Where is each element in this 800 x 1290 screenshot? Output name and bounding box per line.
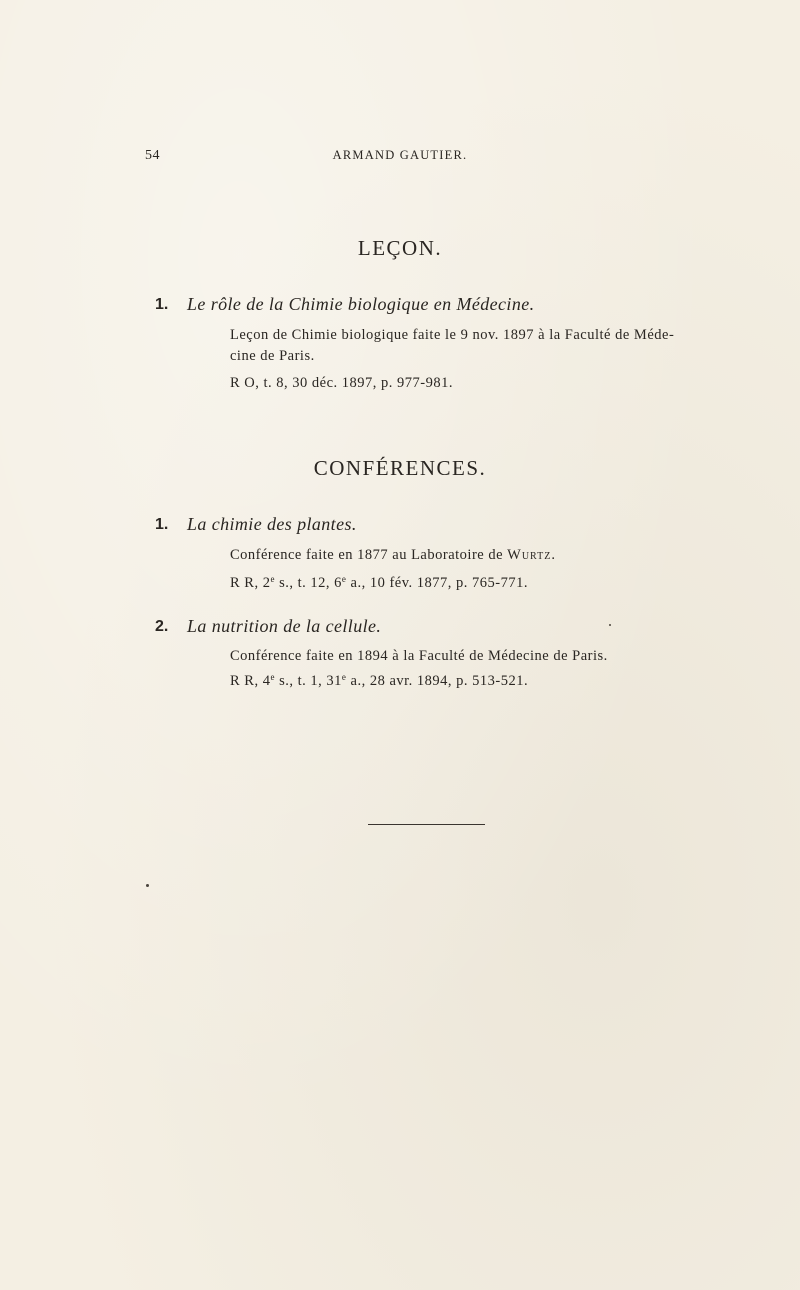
conference-entry-2-ref-part-b: s., t. 1, 31 — [274, 673, 342, 689]
conference-entry-2-ref-sup-2: e — [341, 672, 347, 682]
conference-entry-2-ref-part-a: R R, 4 — [230, 673, 271, 689]
conference-entry-1-desc-name: Wurtz — [507, 547, 552, 563]
running-head: ARMAND GAUTIER. — [332, 148, 468, 162]
paper-speck — [146, 884, 149, 887]
conference-entry-1-number: 1. — [155, 516, 169, 533]
conference-entry-2-ref-part-c: a., 28 avr. 1894, p. 513-521. — [346, 673, 529, 689]
lecon-entry-1-line-1: Leçon de Chimie biologique faite le 9 nov. 1897 à la Faculté de Méde- — [230, 327, 675, 343]
conference-entry-1-ref-part-c: a., 10 fév. 1877, p. 765-771. — [346, 575, 528, 591]
end-rule-divider — [368, 824, 485, 825]
conference-entry-1-description — [230, 547, 555, 564]
conference-entry-2-reference — [230, 673, 528, 690]
lecon-entry-1-title: Le rôle de la Chimie biologique en Médecine. — [187, 294, 535, 314]
conference-entry-2-title: La nutrition de la cellule. — [187, 616, 382, 636]
paper-speck — [609, 624, 611, 626]
conferences-heading: CONFÉRENCES. — [313, 456, 487, 480]
lecon-entry-1-reference: R O, t. 8, 30 déc. 1897, p. 977-981. — [230, 375, 453, 391]
conference-entry-1-reference — [230, 575, 528, 592]
lecon-heading: LEÇON. — [357, 236, 443, 260]
conference-entry-1-ref-part-b: s., t. 12, 6 — [274, 575, 342, 591]
conference-entry-1-title: La chimie des plantes. — [187, 514, 357, 534]
lecon-entry-1-line-2: cine de Paris. — [230, 348, 315, 364]
conference-entry-2-ref-sup-1: e — [270, 672, 275, 682]
conference-entry-1-ref-sup-2: e — [341, 574, 347, 584]
conference-entry-2-number: 2. — [155, 618, 169, 635]
conference-entry-1-ref-part-a: R R, 2 — [230, 575, 271, 591]
conference-entry-1-ref-sup-1: e — [270, 574, 275, 584]
conference-entry-1-desc-prefix: Conférence faite en 1877 au Laboratoire de — [230, 547, 508, 563]
lecon-entry-1-number: 1. — [155, 296, 169, 313]
page-number: 54 — [145, 148, 160, 163]
conference-entry-1-desc-suffix: . — [551, 547, 556, 563]
conference-entry-2-description: Conférence faite en 1894 à la Faculté de Médecine de Paris. — [230, 648, 608, 664]
